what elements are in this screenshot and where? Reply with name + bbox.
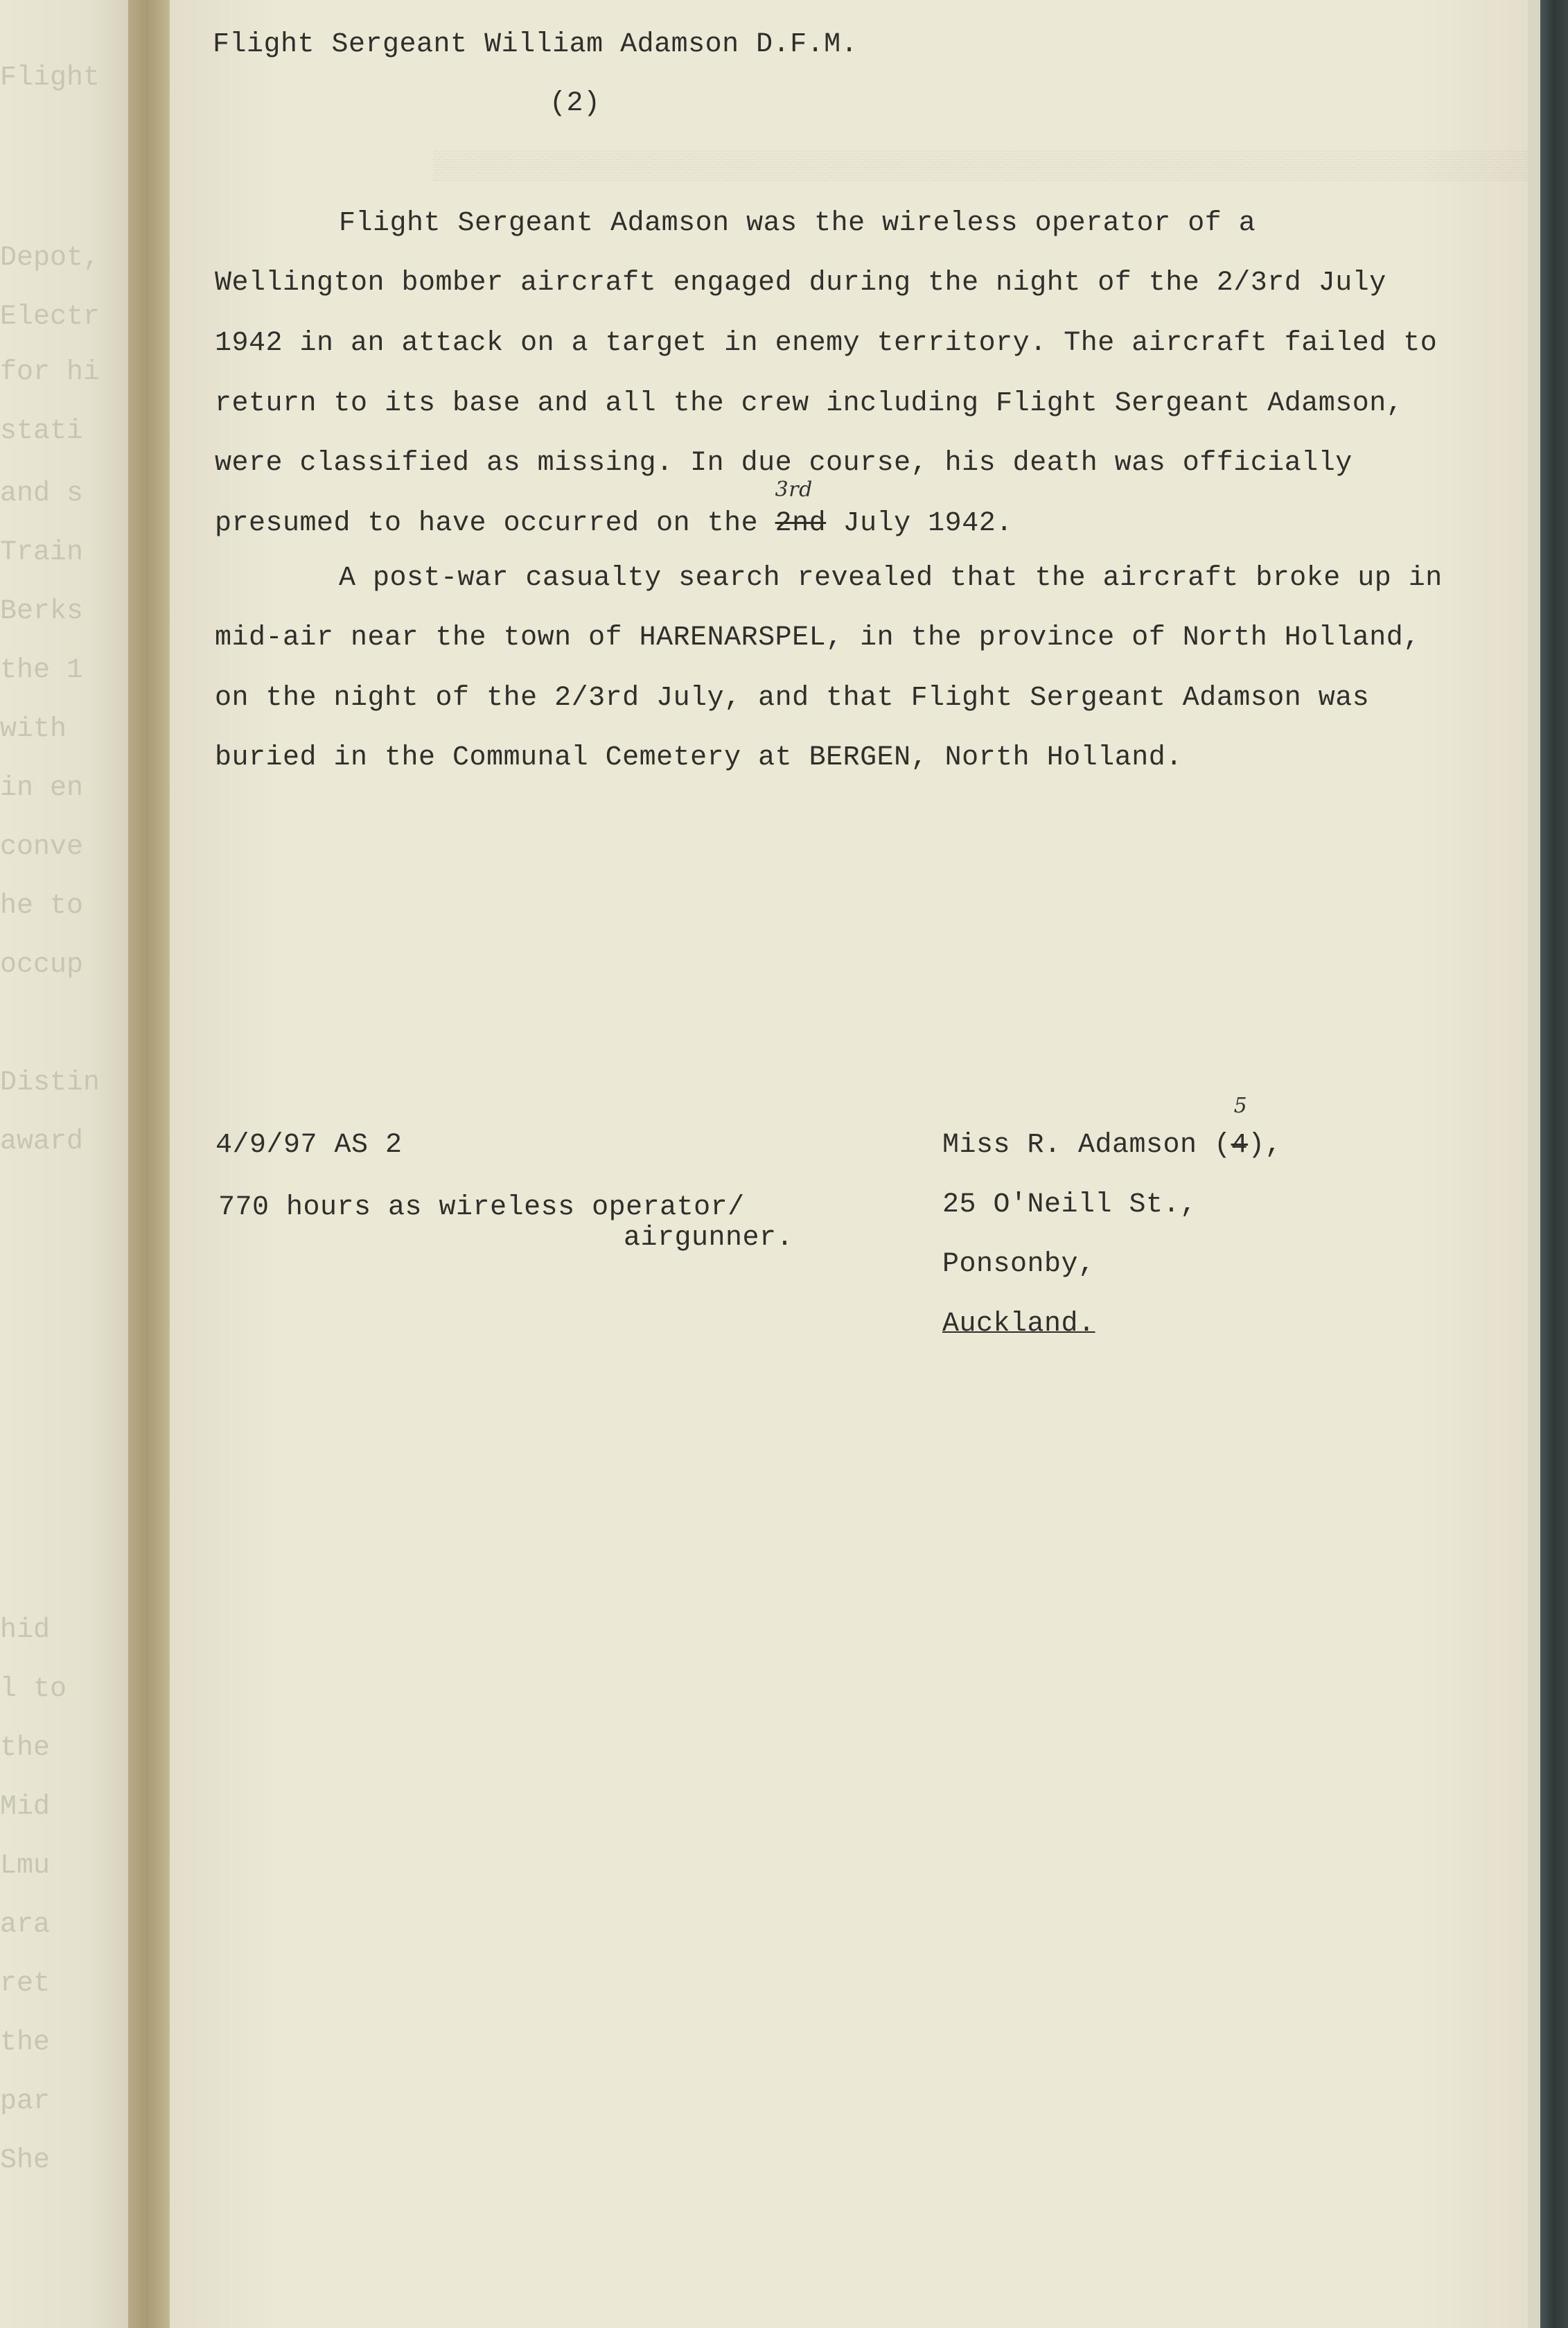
reverse-side-show-through: ▒▒▒▒▒▒▒▒▒▒▒▒▒▒▒▒▒▒▒▒▒▒▒▒▒▒▒▒▒▒▒▒▒▒▒▒▒▒▒▒▒▒▒▒▒▒▒▒▒▒▒▒▒▒▒▒▒▒▒▒▒▒▒▒▒▒▒▒ — [433, 152, 1565, 183]
address-street: 25 O'Neill St., — [942, 1189, 1197, 1220]
service-hours-line-1: 770 hours as wireless operator/ — [218, 1192, 745, 1223]
paragraph-1-line-6 — [215, 478, 1013, 539]
paragraph-2-line-1: A post-war casualty search revealed that the aircraft broke up in — [339, 563, 1443, 594]
line-6-text-before: presumed to have occurred on the — [215, 508, 775, 539]
date-correction — [775, 478, 827, 539]
line-6-text-after: July 1942. — [826, 508, 1013, 539]
paragraph-2-line-2: mid-air near the town of HARENARSPEL, in the province of North Holland, — [215, 622, 1420, 654]
left-facing-page: Flight Depot, Electr for hi stati and s Train Berks the 1 with in en conve he to occup Distin award hid l to the Mid Lmu ara ret the par She — [0, 0, 128, 2328]
page-number: (2) — [549, 88, 601, 119]
binding-gutter — [128, 0, 170, 2328]
service-hours-line-2: airgunner. — [624, 1223, 794, 1254]
paragraph-1-line-2: Wellington bomber aircraft engaged during the night of the 2/3rd July — [215, 268, 1386, 299]
name-correction — [1231, 1094, 1249, 1161]
paragraph-1-line-3: 1942 in an attack on a target in enemy territory. The aircraft failed to — [215, 328, 1438, 359]
document-title: Flight Sergeant William Adamson D.F.M. — [213, 29, 858, 60]
paragraph-1-line-5: were classified as missing. In due course, his death was officially — [215, 448, 1353, 479]
address-suburb: Ponsonby, — [942, 1249, 1095, 1280]
paragraph-2-line-3: on the night of the 2/3rd July, and that Flight Sergeant Adamson was — [215, 683, 1370, 714]
paragraph-2-line-4: buried in the Communal Cemetery at BERGEN, North Holland. — [215, 742, 1183, 773]
paragraph-1-line-1: Flight Sergeant Adamson was the wireless operator of a — [339, 208, 1256, 239]
handwritten-digit-correction: 5 — [1233, 1094, 1248, 1118]
struck-day: 2nd — [775, 508, 827, 539]
next-of-kin-name — [942, 1094, 1283, 1161]
paragraph-1-line-4: return to its base and all the crew including Flight Sergeant Adamson, — [215, 388, 1404, 419]
file-reference: 4/9/97 AS 2 — [215, 1130, 403, 1161]
handwritten-day-correction: 3rd — [775, 478, 813, 502]
name-text-before: Miss R. Adamson ( — [942, 1130, 1231, 1161]
address-city: Auckland. — [942, 1309, 1095, 1340]
book-cover-edge — [1540, 0, 1568, 2328]
page-edge — [1528, 0, 1540, 2328]
document-page — [170, 0, 1565, 2328]
name-text-after: ), — [1248, 1130, 1283, 1161]
struck-digit: 4 — [1231, 1130, 1249, 1161]
